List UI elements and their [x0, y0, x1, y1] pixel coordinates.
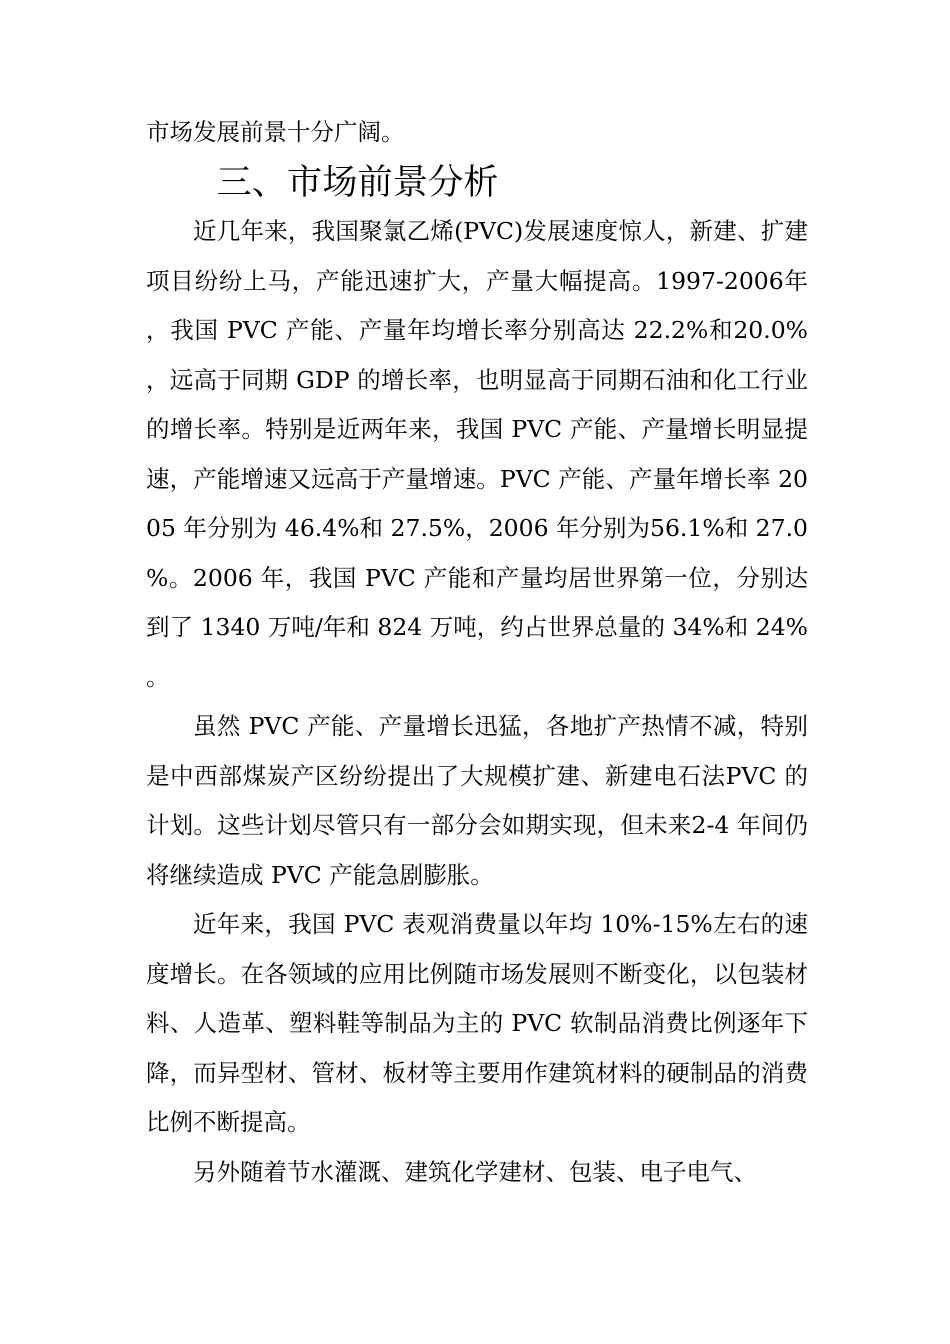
- document-body: [146, 108, 808, 1197]
- section-heading: 三、市场前景分析: [216, 161, 499, 203]
- paragraph-capacity-expansion: 虽然 PVC 产能、产量增长迅猛，各地扩产热情不减，特别是中西部煤炭产区纷纷提出了大规模扩建、新建电石法PVC 的计划。这些计划尽管只有一部分会如期实现，但未来2-4 年间仍将继续造成 PVC 产能急剧膨胀。: [146, 712, 808, 889]
- paragraph-continuation: 市场发展前景十分广阔。: [146, 118, 405, 146]
- paragraph-pvc-growth: 近几年来，我国聚氯乙烯(PVC)发展速度惊人，新建、扩建项目纷纷上马，产能迅速扩大，产量大幅提高。1997-2006年，我国 PVC 产能、产量年均增长率分别高达 22.2%和20.0%，远高于同期 GDP 的增长率，也明显高于同期石油和化工行业的增长率。特别是近两年来，我国 PVC 产能、产量增长明显提速，产能增速又远高于产量增速。PVC 产能、产量年增长率 2005 年分别为 46.4%和 27.5%，2006 年分别为56.1%和 27.0%。2006 年，我国 PVC 产能和产量均居世界第一位，分别达到了 1340 万吨/年和 824 万吨，约占世界总量的 34%和 24%。: [146, 217, 808, 691]
- paragraph-applications: 另外随着节水灌溉、建筑化学建材、包装、电子电气、: [193, 1157, 757, 1186]
- paragraph-consumption: 近年来，我国 PVC 表观消费量以年均 10%-15%左右的速度增长。在各领域的应用比例随市场发展则不断变化，以包装材料、人造革、塑料鞋等制品为主的 PVC 软制品消费比例逐年下降，而异型材、管材、板材等主要用作建筑材料的硬制品的消费比例不断提高。: [146, 910, 808, 1136]
